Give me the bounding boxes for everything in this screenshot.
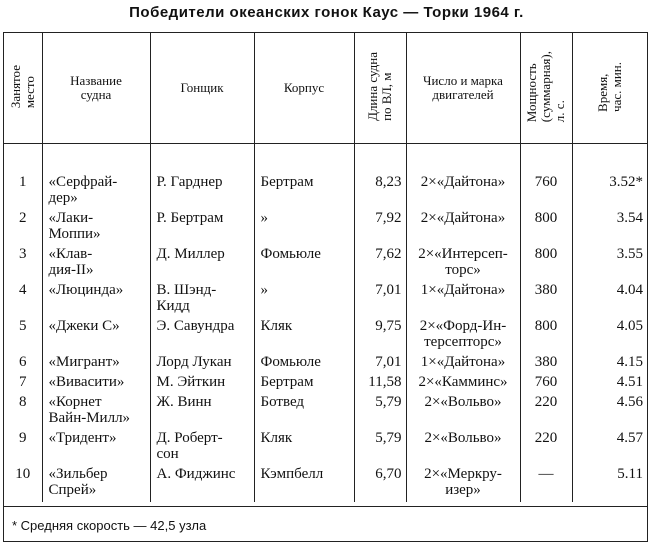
cell-place: 5 <box>19 318 27 334</box>
results-table <box>4 33 647 502</box>
cell-place: 10 <box>15 466 31 482</box>
table-row <box>4 374 647 394</box>
cell-time: 5.11 <box>572 466 647 502</box>
cell-engines: 1×«Дайтона» <box>406 282 520 318</box>
cell-engines: 2×«Форд-Ин- терсепторс» <box>406 318 520 354</box>
header-engines: Число и марка двигателей <box>406 33 520 144</box>
cell-engines: 2×«Дайтона» <box>406 174 520 210</box>
table-row <box>4 466 647 502</box>
cell-name: «Клав- дия-II» <box>42 246 150 282</box>
cell-length: 11,58 <box>354 374 406 394</box>
cell-racer: А. Фиджинс <box>150 466 254 502</box>
cell-hull: Кэмпбелл <box>254 466 354 502</box>
header-hull: Корпус <box>254 33 354 144</box>
cell-engines: 2×«Меркру- изер» <box>406 466 520 502</box>
cell-name: «Вивасити» <box>42 374 150 394</box>
cell-name: «Джеки С» <box>42 318 150 354</box>
table-row <box>4 318 647 354</box>
cell-length: 6,70 <box>354 466 406 502</box>
cell-power: 220 <box>520 394 572 430</box>
cell-time: 4.56 <box>572 394 647 430</box>
table-row <box>4 246 647 282</box>
cell-hull: Бертрам <box>254 374 354 394</box>
cell-engines: 2×«Дайтона» <box>406 210 520 246</box>
cell-racer: Лорд Лукан <box>150 354 254 374</box>
footnote-divider <box>4 506 647 507</box>
cell-name: «Зильбер Спрей» <box>42 466 150 502</box>
cell-place: 9 <box>19 430 27 446</box>
header-racer: Гонщик <box>150 33 254 144</box>
cell-hull: Кляк <box>254 318 354 354</box>
cell-engines: 1×«Дайтона» <box>406 354 520 374</box>
cell-power: 220 <box>520 430 572 466</box>
cell-engines: 2×«Интерсеп- торс» <box>406 246 520 282</box>
cell-racer: М. Эйткин <box>150 374 254 394</box>
cell-hull: Фомьюле <box>254 246 354 282</box>
cell-name: «Тридент» <box>42 430 150 466</box>
cell-hull: Ботвед <box>254 394 354 430</box>
cell-length: 7,62 <box>354 246 406 282</box>
cell-time: 3.52* <box>572 174 647 210</box>
cell-place: 1 <box>19 174 27 190</box>
cell-hull: Кляк <box>254 430 354 466</box>
page-title: Победители океанских гонок Каус — Торки 1964 г. <box>129 4 524 21</box>
cell-engines: 2×«Камминс» <box>406 374 520 394</box>
cell-length: 5,79 <box>354 394 406 430</box>
cell-hull: Бертрам <box>254 174 354 210</box>
cell-engines: 2×«Вольво» <box>406 430 520 466</box>
cell-power: 380 <box>520 354 572 374</box>
cell-hull: » <box>254 210 354 246</box>
cell-time: 4.05 <box>572 318 647 354</box>
header-time: Время, час. мин. <box>572 33 647 144</box>
cell-place: 8 <box>19 394 27 410</box>
table-row <box>4 210 647 246</box>
cell-name: «Корнет Вайн-Милл» <box>42 394 150 430</box>
cell-name: «Серфрай- дер» <box>42 174 150 210</box>
cell-length: 9,75 <box>354 318 406 354</box>
header-power: Мощность (суммарная), л. с. <box>520 33 572 144</box>
table-row <box>4 282 647 318</box>
cell-name: «Лаки- Моппи» <box>42 210 150 246</box>
footnote: * Средняя скорость — 42,5 узла <box>12 518 207 533</box>
cell-engines: 2×«Вольво» <box>406 394 520 430</box>
cell-power: — <box>520 466 572 502</box>
cell-racer: Р. Гарднер <box>150 174 254 210</box>
cell-hull: » <box>254 282 354 318</box>
cell-length: 7,92 <box>354 210 406 246</box>
cell-place: 7 <box>19 374 27 390</box>
table-row <box>4 394 647 430</box>
cell-time: 4.04 <box>572 282 647 318</box>
cell-name: «Мигрант» <box>42 354 150 374</box>
table-row <box>4 174 647 210</box>
cell-length: 5,79 <box>354 430 406 466</box>
cell-power: 380 <box>520 282 572 318</box>
cell-power: 800 <box>520 210 572 246</box>
header-name: Название судна <box>42 33 150 144</box>
cell-power: 800 <box>520 246 572 282</box>
cell-time: 3.54 <box>572 210 647 246</box>
cell-power: 760 <box>520 174 572 210</box>
cell-time: 4.51 <box>572 374 647 394</box>
cell-racer: Ж. Винн <box>150 394 254 430</box>
cell-place: 6 <box>19 354 27 370</box>
table-row <box>4 354 647 374</box>
cell-racer: Э. Савундра <box>150 318 254 354</box>
cell-length: 7,01 <box>354 282 406 318</box>
cell-racer: Д. Роберт- сон <box>150 430 254 466</box>
cell-time: 4.15 <box>572 354 647 374</box>
cell-racer: В. Шэнд- Кидд <box>150 282 254 318</box>
cell-length: 8,23 <box>354 174 406 210</box>
cell-time: 3.55 <box>572 246 647 282</box>
cell-place: 2 <box>19 210 27 226</box>
cell-place: 3 <box>19 246 27 262</box>
cell-racer: Р. Бертрам <box>150 210 254 246</box>
header-place: Занятое место <box>4 33 42 144</box>
header-row <box>4 33 647 144</box>
cell-hull: Фомьюле <box>254 354 354 374</box>
cell-power: 760 <box>520 374 572 394</box>
results-table-frame <box>3 32 648 542</box>
cell-racer: Д. Миллер <box>150 246 254 282</box>
cell-time: 4.57 <box>572 430 647 466</box>
cell-name: «Люцинда» <box>42 282 150 318</box>
table-row <box>4 430 647 466</box>
header-length: Длина судна по ВЛ, м <box>354 33 406 144</box>
cell-power: 800 <box>520 318 572 354</box>
cell-place: 4 <box>19 282 27 298</box>
cell-length: 7,01 <box>354 354 406 374</box>
